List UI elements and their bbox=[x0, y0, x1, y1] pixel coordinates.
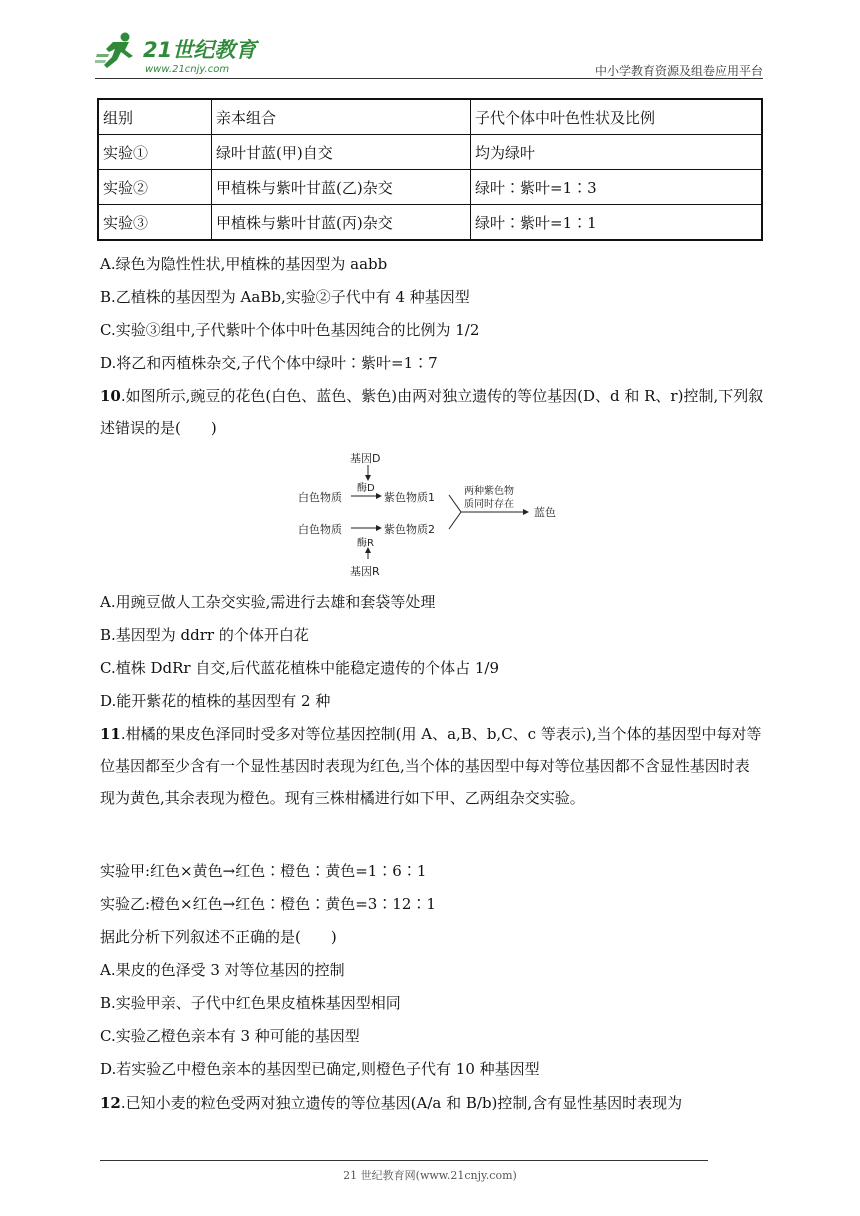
q11-question: 据此分析下列叙述不正确的是( ) bbox=[100, 928, 337, 946]
table-cell: 甲植株与紫叶甘蓝(丙)杂交 bbox=[212, 205, 471, 241]
q10-option-b: B.基因型为 ddrr 的个体开白花 bbox=[100, 626, 309, 644]
table-cell: 甲植株与紫叶甘蓝(乙)杂交 bbox=[212, 170, 471, 205]
question-text: .柑橘的果皮色泽同时受多对等位基因控制(用 A、a,B、b,C、c 等表示),当个体的基因型中每对等位基因都至少含有一个显性基因时表现为红色,当个体的基因型中每对等位基因都不含显性基因时表现为黄色,其余表现为橙色。现有三株柑橘进行如下甲、乙两组杂交实验。 bbox=[100, 725, 762, 807]
q9-option-b: B.乙植株的基因型为 AaBb,实验②子代中有 4 种基因型 bbox=[100, 288, 470, 306]
enzyme-r-label: 酶R bbox=[357, 538, 374, 549]
gene-r-label: 基因R bbox=[350, 565, 380, 578]
q9-option-d: D.将乙和丙植株杂交,子代个体中绿叶∶紫叶=1∶7 bbox=[100, 354, 438, 372]
question-number: 12 bbox=[100, 1094, 121, 1112]
purple-substance-1: 紫色物质1 bbox=[384, 491, 435, 504]
table-header-row bbox=[98, 99, 762, 135]
table-cell: 实验② bbox=[98, 170, 212, 205]
table-header-cell: 组别 bbox=[98, 99, 212, 135]
page-header bbox=[95, 30, 763, 80]
enzyme-d-label: 酶D bbox=[357, 483, 375, 494]
svg-text:www.21cnjy.com: www.21cnjy.com bbox=[145, 64, 230, 75]
q11-stem bbox=[100, 718, 764, 814]
q12-stem bbox=[100, 1092, 682, 1113]
table-cell: 均为绿叶 bbox=[471, 135, 763, 170]
table-row bbox=[98, 205, 762, 241]
q10-option-c: C.植株 DdRr 自交,后代蓝花植株中能稳定遗传的个体占 1/9 bbox=[100, 659, 500, 677]
platform-name: 中小学教育资源及组卷应用平台 bbox=[594, 64, 763, 78]
q10-option-a: A.用豌豆做人工杂交实验,需进行去雄和套袋等处理 bbox=[100, 593, 436, 611]
svg-text:21世纪教育: 21世纪教育 bbox=[143, 38, 257, 62]
table-header-cell: 亲本组合 bbox=[212, 99, 471, 135]
table-cell: 绿叶∶紫叶=1∶3 bbox=[471, 170, 763, 205]
flower-color-pathway-diagram bbox=[296, 449, 566, 581]
white-substance-1: 白色物质 bbox=[298, 491, 342, 504]
gene-d-label: 基因D bbox=[350, 452, 381, 465]
table-header-cell: 子代个体中叶色性状及比例 bbox=[471, 99, 763, 135]
q11-option-c: C.实验乙橙色亲本有 3 种可能的基因型 bbox=[100, 1027, 360, 1045]
header-divider bbox=[95, 78, 763, 79]
table-cell: 绿叶∶紫叶=1∶1 bbox=[471, 205, 763, 241]
q10-stem bbox=[100, 380, 764, 444]
question-text: .已知小麦的粒色受两对独立遗传的等位基因(A/a 和 B/b)控制,含有显性基因时表现为 bbox=[120, 1094, 683, 1112]
condition-line-1: 两种紫色物 bbox=[464, 486, 514, 497]
q9-option-a: A.绿色为隐性性状,甲植株的基因型为 aabb bbox=[100, 255, 388, 273]
question-number: 10 bbox=[100, 387, 121, 405]
table-row bbox=[98, 170, 762, 205]
blue-color-label: 蓝色 bbox=[534, 506, 556, 519]
table-cell: 实验③ bbox=[98, 205, 212, 241]
footer-divider bbox=[100, 1160, 708, 1161]
q10-option-d: D.能开紫花的植株的基因型有 2 种 bbox=[100, 692, 331, 710]
q9-option-c: C.实验③组中,子代紫叶个体中叶色基因纯合的比例为 1/2 bbox=[100, 321, 480, 339]
site-logo bbox=[95, 30, 265, 76]
q11-experiment-b: 实验乙:橙色×红色→红色∶橙色∶黄色=3∶12∶1 bbox=[100, 895, 436, 913]
experiment-table bbox=[97, 98, 763, 241]
white-substance-2: 白色物质 bbox=[298, 523, 342, 536]
table-cell: 绿叶甘蓝(甲)自交 bbox=[212, 135, 471, 170]
condition-line-2: 质同时存在 bbox=[464, 499, 514, 510]
q11-experiment-a: 实验甲:红色×黄色→红色∶橙色∶黄色=1∶6∶1 bbox=[100, 862, 427, 880]
q11-option-d: D.若实验乙中橙色亲本的基因型已确定,则橙色子代有 10 种基因型 bbox=[100, 1060, 540, 1078]
purple-substance-2: 紫色物质2 bbox=[384, 523, 435, 536]
question-number: 11 bbox=[100, 725, 121, 743]
q11-option-b: B.实验甲亲、子代中红色果皮植株基因型相同 bbox=[100, 994, 401, 1012]
table-row bbox=[98, 135, 762, 170]
footer-text: 21 世纪教育网(www.21cnjy.com) bbox=[343, 1169, 517, 1182]
q11-option-a: A.果皮的色泽受 3 对等位基因的控制 bbox=[100, 961, 345, 979]
question-text: .如图所示,豌豆的花色(白色、蓝色、紫色)由两对独立遗传的等位基因(D、d 和 R、r)控制,下列叙述错误的是( ) bbox=[100, 387, 764, 437]
table-cell: 实验① bbox=[98, 135, 212, 170]
